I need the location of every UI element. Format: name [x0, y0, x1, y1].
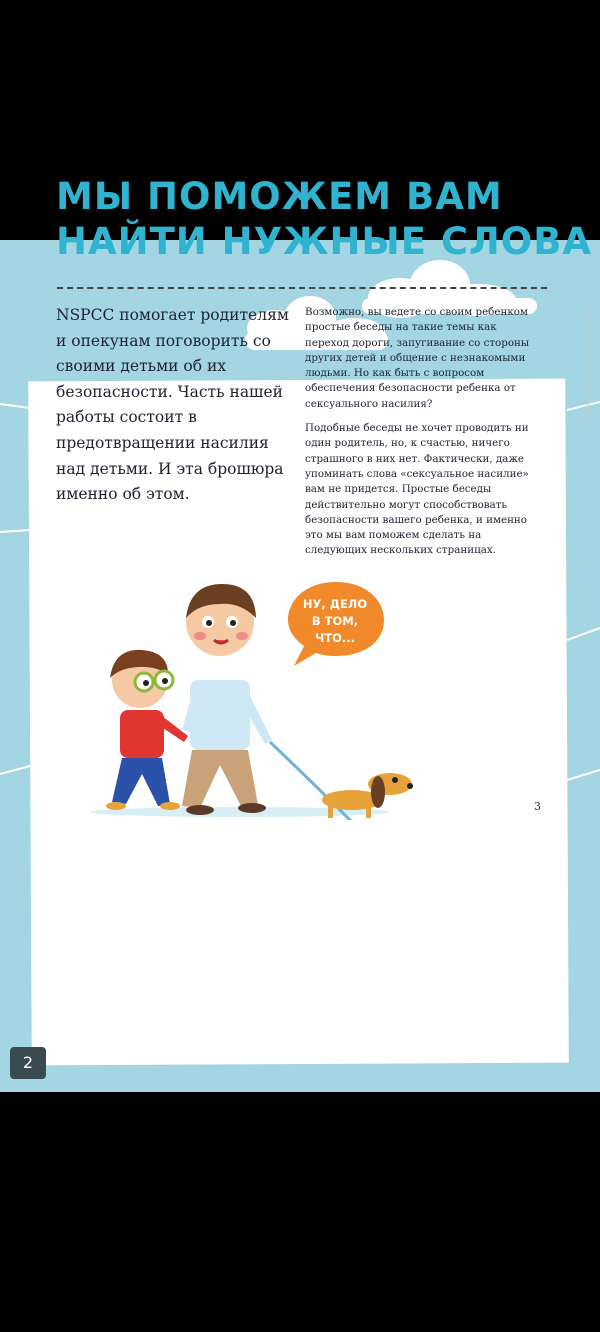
headline — [56, 174, 593, 264]
boy-figure — [106, 650, 188, 810]
body-paragraph: Возможно, вы ведете со своим ребенком простые беседы на такие темы как переход дороги, запугивание со стороны других детей и общение с незнакомыми людьми. Но как быть с вопросом обеспечения безопасности ребенка от сексуального насилия? — [305, 306, 530, 410]
body-paragraph: Подобные беседы не хочет проводить ни один родитель, но, к счастью, ничего страшного в них нет. Фактически, даже упоминать слова «сексуальное насилие» вам не придется. Простые беседы действительно могут способствовать безопасности вашего ребенка, и именно это мы вам поможем сделать на следующих нескольких страницах. — [305, 422, 529, 557]
headline-line: МЫ ПОМОЖЕМ ВАМ — [56, 175, 503, 218]
speech-line: НУ, ДЕЛО — [302, 597, 368, 611]
speech-bubble-text — [290, 596, 380, 647]
divider — [57, 287, 547, 289]
viewer-bottom-bar — [0, 1092, 600, 1332]
speech-line: В ТОМ, ЧТО... — [311, 614, 359, 645]
page-counter-badge: 2 — [10, 1047, 46, 1079]
body-column — [305, 305, 541, 568]
headline-line: НАЙТИ НУЖНЫЕ СЛОВА — [56, 220, 593, 263]
scrollbar[interactable] — [585, 312, 590, 422]
man-figure — [182, 584, 272, 815]
page-number: 3 — [534, 800, 541, 813]
intro-text: NSPCC помогает родителям и опекунам поговорить со своими детьми об их безопасности. Часть нашей работы состоит в предотвращении насилия над детьми. И эта брошюра именно об этом. — [56, 306, 289, 504]
